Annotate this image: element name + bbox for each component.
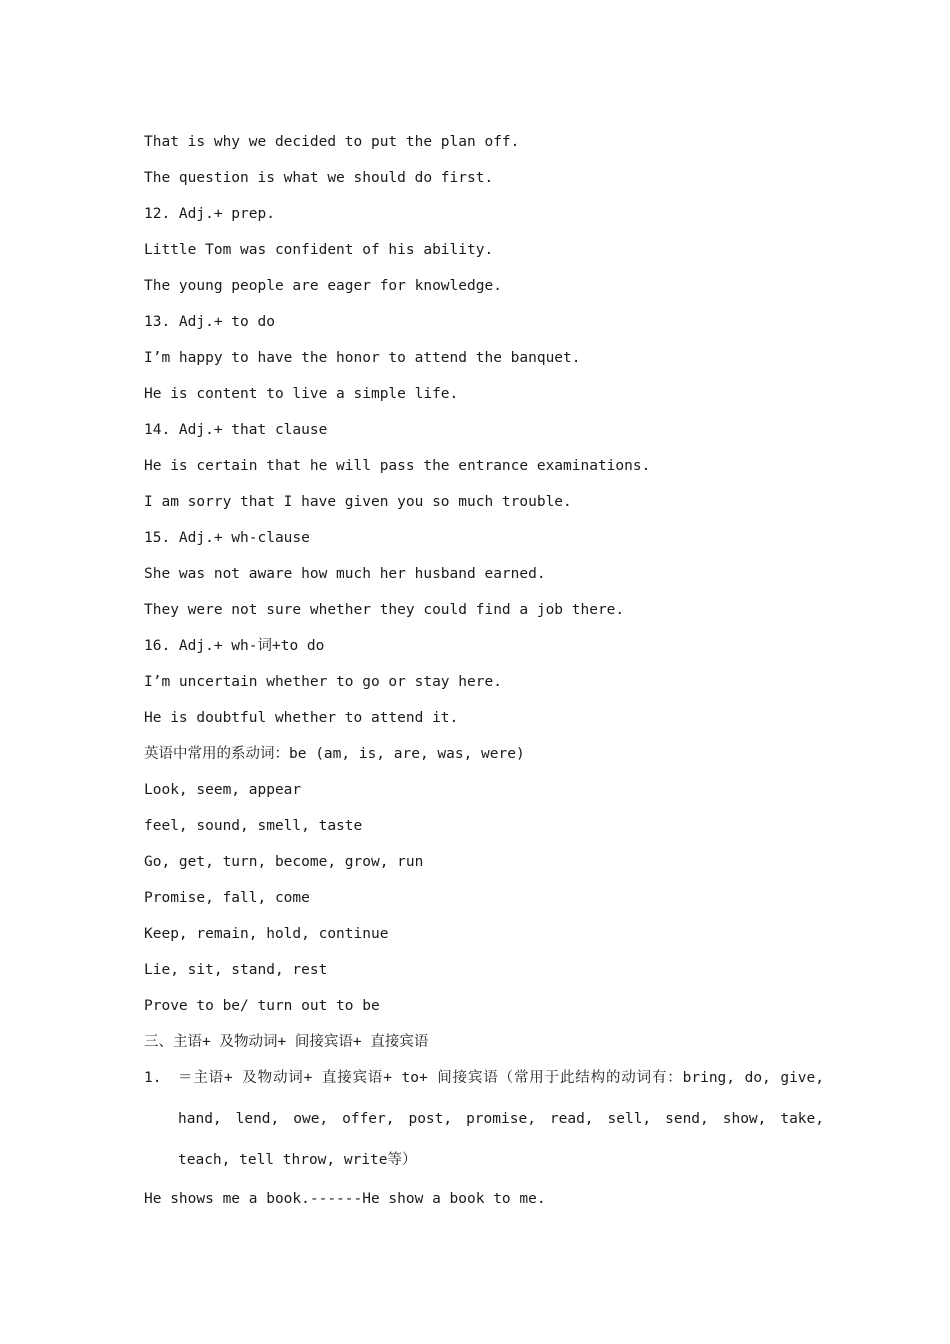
section-heading: 16. Adj.+ wh-词+to do (144, 638, 325, 654)
list-number: 1. (144, 1070, 162, 1086)
text-line: feel, sound, smell, taste (144, 818, 363, 834)
numbered-list-item (144, 1060, 824, 1181)
section-heading: 三、主语+ 及物动词+ 间接宾语+ 直接宾语 (144, 1034, 429, 1050)
section-heading: 13. Adj.+ to do (144, 314, 275, 330)
text-line: Lie, sit, stand, rest (144, 962, 328, 978)
section-heading: 14. Adj.+ that clause (144, 422, 328, 438)
text-line: They were not sure whether they could find a job there. (144, 602, 625, 618)
text-line: Promise, fall, come (144, 890, 310, 906)
text-line: He is content to live a simple life. (144, 386, 459, 402)
text-line: I’m uncertain whether to go or stay here. (144, 674, 502, 690)
text-line: Go, get, turn, become, grow, run (144, 854, 424, 870)
text-line: He is certain that he will pass the entrance examinations. (144, 458, 651, 474)
section-heading: 12. Adj.+ prep. (144, 206, 275, 222)
text-line: Little Tom was confident of his ability. (144, 242, 494, 258)
text-line: I am sorry that I have given you so much trouble. (144, 494, 572, 510)
text-line: That is why we decided to put the plan off. (144, 134, 520, 150)
text-line: Keep, remain, hold, continue (144, 926, 389, 942)
text-line: He is doubtful whether to attend it. (144, 710, 459, 726)
document-page (144, 124, 824, 1217)
list-text: ＝主语+ 及物动词+ 直接宾语+ to+ 间接宾语（常用于此结构的动词有：bring, do, give, hand, lend, owe, offer, post, promise, read, sell, send, show, take, teach, tell throw, write等） (178, 1070, 824, 1168)
text-line: She was not aware how much her husband earned. (144, 566, 546, 582)
section-heading: 15. Adj.+ wh-clause (144, 530, 310, 546)
text-line: The young people are eager for knowledge. (144, 278, 502, 294)
text-line: He shows me a book.------He show a book to me. (144, 1191, 546, 1207)
text-line: The question is what we should do first. (144, 170, 494, 186)
text-line: Prove to be/ turn out to be (144, 998, 380, 1014)
text-line: Look, seem, appear (144, 782, 302, 798)
text-line: I’m happy to have the honor to attend the banquet. (144, 350, 581, 366)
text-line: 英语中常用的系动词：be (am, is, are, was, were) (144, 746, 525, 762)
